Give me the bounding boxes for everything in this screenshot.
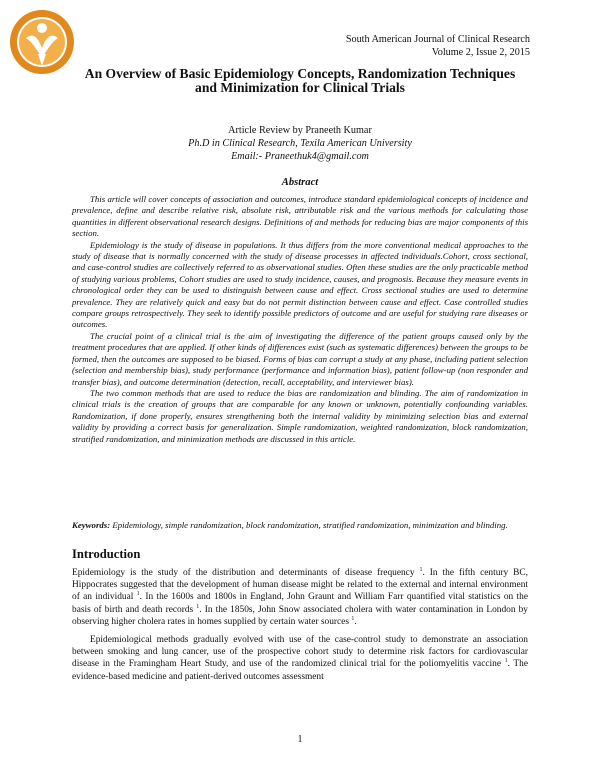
journal-header	[346, 33, 530, 59]
citation: 1	[196, 603, 200, 610]
introduction-heading: Introduction	[72, 547, 141, 561]
title-line-2: and Minimization for Clinical Trials	[195, 80, 405, 95]
page-number: 1	[297, 734, 303, 745]
abstract-heading: Abstract	[281, 177, 319, 188]
intro-text: . In the 1600s and 1800s in England, John Graunt and William Farr quantified vital statistics on the basis of birth and death records	[72, 592, 528, 615]
abstract-paragraph: Epidemiology is the study of disease in populations. It thus differs from the more conventional medical approaches to the study of disease that is normally concerned with the study of disease processes in affected individuals.Cohort, cross sectional, and case-control studies are collectively referred to as observational studies. Often these studies are the only practicable method of studying various problems, Cohort studies are used to study incidence, causes, and prognosis. Because they measure events in chronological order they can be used to distinguish between cause and effect. Cross sectional studies are used to determine prevalence. They are relatively quick and easy but do not permit distinction between cause and effect. Case controlled studies compare groups retrospectively. They seek to identify possible predictors of outcome and are useful for studying rare diseases or outcomes.	[72, 239, 528, 330]
abstract-body	[72, 194, 528, 445]
intro-text: Epidemiological methods gradually evolved with use of the case-control study to demonstrate an association between smoking and lung cancer, use of the prospective cohort study to determine risk factors for cardiovascular disease in the Framingham Heart Study, and use of the randomized clinical trial for the poliomyelitis vaccine	[72, 635, 528, 670]
intro-text: . The evidence-based medicine and patient-derived outcomes assessment	[72, 659, 529, 682]
journal-name: South American Journal of Clinical Research	[345, 34, 530, 45]
author-affiliation: Ph.D in Clinical Research, Texila American University	[188, 138, 412, 149]
article-title	[60, 67, 540, 95]
citation: 1	[136, 591, 140, 598]
citation: 1	[504, 658, 508, 665]
intro-paragraph-1	[72, 567, 528, 628]
keywords-text: Epidemiology, simple randomization, block randomization, stratified randomization, minimization and blinding.	[110, 520, 508, 530]
title-line-1: An Overview of Basic Epidemiology Concepts, Randomization Techniques	[84, 66, 516, 81]
journal-seal-icon	[8, 8, 76, 76]
abstract-paragraph: The two common methods that are used to reduce the bias are randomization and blinding. The aim of randomization in clinical trials is the creation of groups that are comparable for any known or unknown, potentially confounding variables. Randomization, if done properly, ensures strengthening both the internal validity by minimizing selection bias and external validity by providing a correct basis for generalization. Simple randomization, weighted randomization, block randomization, stratified randomization, and minimization methods are discussed in this article.	[72, 387, 528, 444]
intro-text: .	[354, 616, 357, 627]
intro-text: . In the fifth century BC, Hippocrates suggested that the development of human disease might be related to the external and internal environment of an individual	[72, 568, 528, 603]
volume-issue: Volume 2, Issue 2, 2015	[431, 47, 530, 58]
author-byline: Article Review by Praneeth Kumar	[228, 125, 372, 136]
intro-paragraph-2	[72, 634, 528, 683]
citation: 1	[351, 615, 355, 622]
keywords	[72, 520, 528, 531]
introduction-body	[72, 567, 528, 689]
author-email: Email:- Praneethuk4@gmail.com	[231, 151, 369, 162]
abstract-paragraph: The crucial point of a clinical trial is the aim of investigating the difference of the patient groups caused only by the treatment procedures that are applied. If other kinds of differences exist (such as systematic differences) between the groups to be formed, then the outcomes are supposed to be biased. Forms of bias can corrupt a study at any phase, including patient selection (selection and membership bias), study performance (performance and information bias), patient follow-up (non responder and transfer bias), and outcome determination (detection, recall, acceptability, and interviewer bias).	[72, 330, 528, 387]
author-block	[60, 124, 540, 163]
intro-text: Epidemiology is the study of the distribution and determinants of disease frequency	[72, 568, 420, 578]
intro-text: . In the 1850s, John Snow associated cholera with water contamination in London by observing higher cholera rates in homes supplied by certain water sources	[72, 604, 528, 627]
keywords-label: Keywords:	[72, 520, 111, 530]
abstract-paragraph: This article will cover concepts of association and outcomes, introduce standard epidemiological concepts of incidence and prevalence, define and describe relative risk, absolute risk, attributable risk and the various methods for calculating those quantities in different observational research designs. Definitions of and methods for reducing bias are major components of this section.	[72, 194, 528, 239]
citation: 1	[419, 566, 423, 573]
